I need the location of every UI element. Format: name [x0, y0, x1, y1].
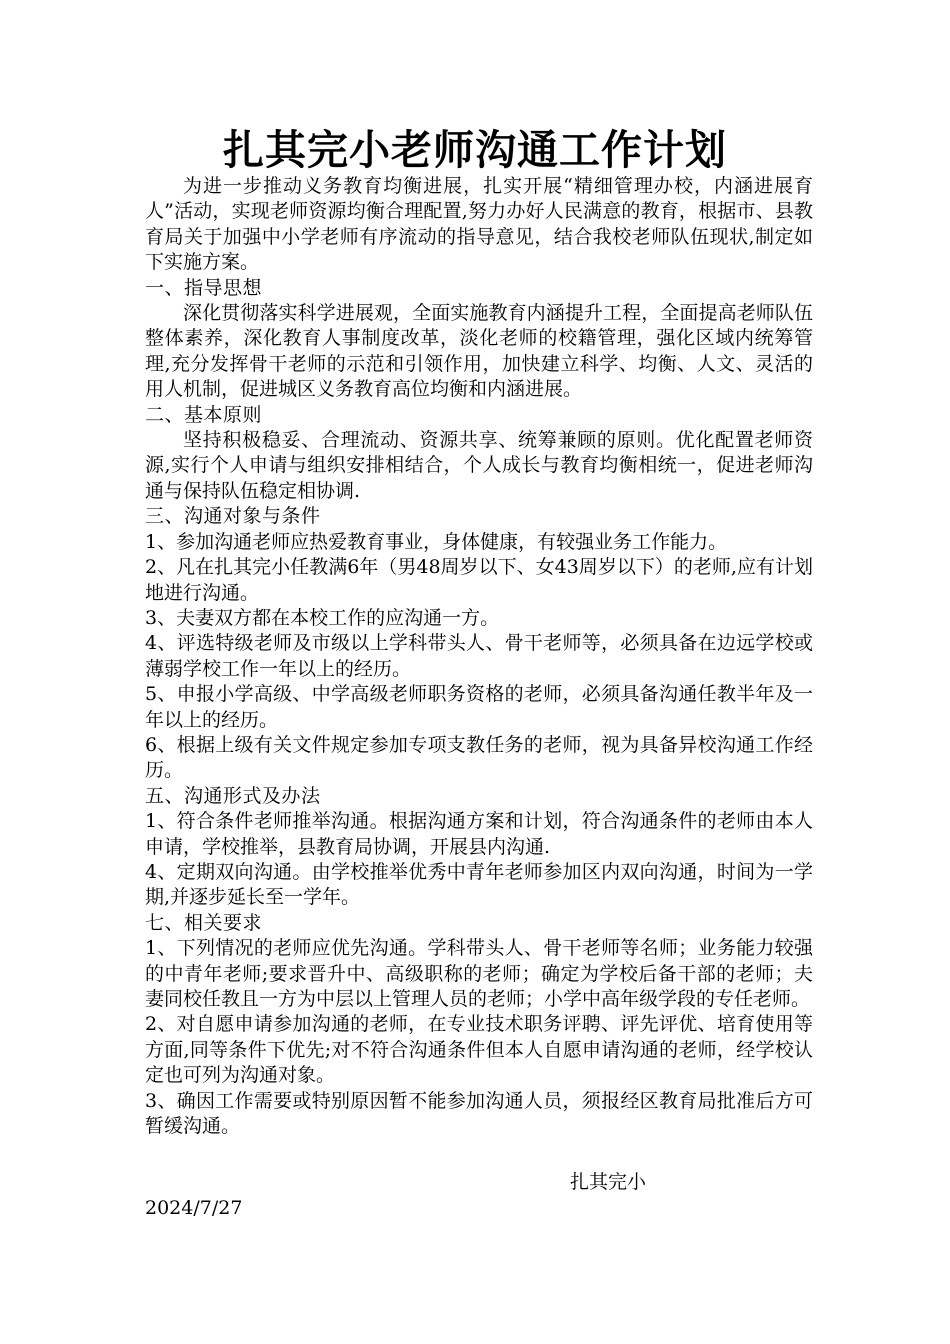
intro-paragraph: 为进一步推动义务教育均衡进展，扎实开展“精细管理办校，内涵进展育人”活动，实现老师资源均衡合理配置,努力办好人民满意的教育，根据市、县教育局关于加强中小学老师有序流动的指导意见，结合我校老师队伍现状,制定如下实施方案。: [145, 175, 813, 274]
document-body: [145, 174, 813, 1139]
section-heading: 三、沟通对象与条件: [145, 505, 321, 528]
document-date: 2024/7/27: [145, 1197, 243, 1219]
section-heading: 二、基本原则: [145, 403, 263, 426]
section-heading: 五、沟通形式及办法: [145, 784, 321, 807]
list-item: 2、对自愿申请参加沟通的老师，在专业技术职务评聘、评先评优、培育使用等方面,同等条件下优先;对不符合沟通条件但本人自愿申请沟通的老师，经学校认定也可列为沟通对象。: [145, 1013, 813, 1087]
list-item: 2、凡在扎其完小任教满6年（男48周岁以下、女43周岁以下）的老师,应有计划地进行沟通。: [145, 556, 813, 604]
section-paragraph: 深化贯彻落实科学进展观，全面实施教育内涵提升工程，全面提高老师队伍整体素养，深化教育人事制度改革，淡化老师的校籍管理，强化区域内统筹管理,充分发挥骨干老师的示范和引领作用，加快建立科学、均衡、人文、灵活的用人机制，促进城区义务教育高位均衡和内涵进展。: [145, 302, 813, 401]
list-item: 1、下列情况的老师应优先沟通。学科带头人、骨干老师等名师；业务能力较强的中青年老师;要求晋升中、高级职称的老师；确定为学校后备干部的老师；夫妻同校任教且一方为中层以上管理人员的老师；小学中高年级学段的专任老师。: [145, 937, 813, 1010]
section-heading: 七、相关要求: [145, 911, 263, 934]
signature-school: 扎其完小: [570, 1171, 647, 1193]
list-item: 1、参加沟通老师应热爱教育事业，身体健康，有较强业务工作能力。: [145, 530, 728, 553]
list-item: 3、夫妻双方都在本校工作的应沟通一方。: [145, 606, 500, 629]
section-paragraph: 坚持积极稳妥、合理流动、资源共享、统筹兼顾的原则。优化配置老师资源,实行个人申请与组织安排相结合，个人成长与教育均衡相统一，促进老师沟通与保持队伍稳定相协调.: [145, 429, 813, 502]
list-item: 4、定期双向沟通。由学校推举优秀中青年老师参加区内双向沟通，时间为一学期,并逐步延长至一学年。: [145, 860, 813, 909]
list-item: 4、评选特级老师及市级以上学科带头人、骨干老师等，必须具备在边远学校或薄弱学校工作一年以上的经历。: [145, 632, 813, 680]
list-item: 5、申报小学高级、中学高级老师职务资格的老师，必须具备沟通任教半年及一年以上的经历。: [145, 683, 813, 731]
document-title: 扎其完小老师沟通工作计划: [223, 126, 727, 174]
list-item: 6、根据上级有关文件规定参加专项支教任务的老师，视为具备异校沟通工作经历。: [145, 733, 813, 782]
section-heading: 一、指导思想: [145, 276, 263, 299]
list-item: 3、确因工作需要或特别原因暂不能参加沟通人员，须报经区教育局批准后方可暂缓沟通。: [145, 1089, 813, 1138]
list-item: 1、符合条件老师推举沟通。根据沟通方案和计划，符合沟通条件的老师由本人申请，学校推举，县教育局协调，开展县内沟通.: [145, 810, 813, 858]
